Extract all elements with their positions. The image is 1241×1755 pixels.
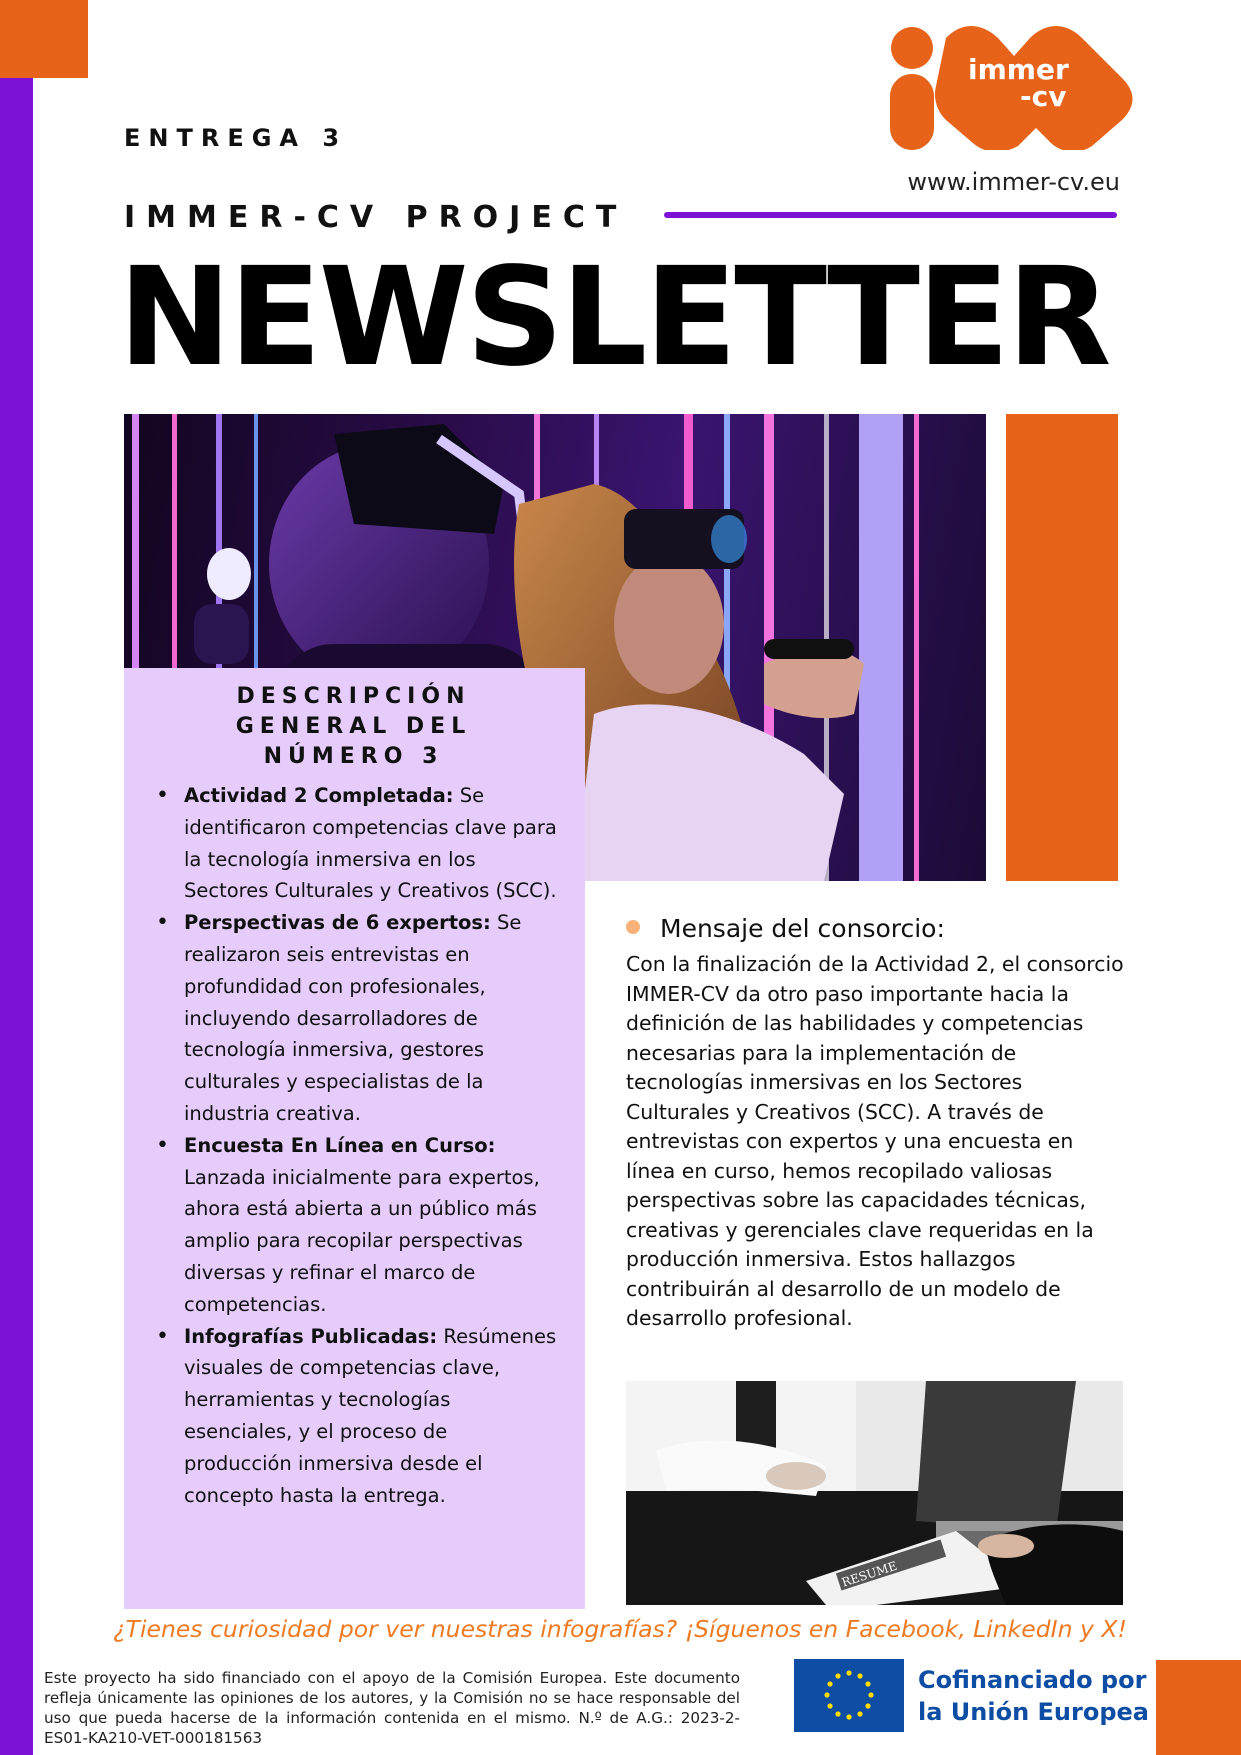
purple-side-bar	[0, 78, 33, 1755]
summary-title-line: GENERAL DEL	[235, 714, 472, 739]
summary-item	[146, 1130, 561, 1321]
interview-scene-illustration	[626, 1381, 1123, 1605]
summary-item-heading: Encuesta En Línea en Curso:	[184, 1133, 496, 1157]
message-body: Con la finalización de la Actividad 2, el consorcio IMMER-CV da otro paso importante hacia la definición de las habilidades y competencias necesarias para la implementación de tecnologías inmersivas en los Sectores Culturales y Creativos (SCC). A través de entrevistas con expertos y una encuesta en línea en curso, hemos recopilado valiosas perspectivas sobre las capacidades técnicas, creativas y gerenciales clave requeridas en la producción inmersiva. Estos hallazgos contribuirán al desarrollo de un modelo de desarrollo profesional.	[626, 952, 1124, 1330]
summary-item	[146, 907, 561, 1130]
summary-item-heading: Infografías Publicadas:	[184, 1324, 438, 1348]
summary-list	[146, 780, 561, 1511]
social-call-to-action[interactable]: ¿Tienes curiosidad por ver nuestras infografías? ¡Síguenos en Facebook, LinkedIn y X!	[113, 1615, 1127, 1643]
purple-divider	[664, 212, 1117, 218]
orange-corner-block	[0, 0, 88, 78]
summary-item-text: Resúmenes visuales de competencias clave, herramientas y tecnologías esenciales, y el proceso de producción inmersiva desde el concepto hasta la entrega.	[184, 1324, 557, 1507]
eu-cofunded-label	[918, 1664, 1149, 1728]
summary-item-heading: Perspectivas de 6 expertos:	[184, 911, 491, 935]
orange-accent-column	[1006, 414, 1118, 881]
eu-stars-icon	[794, 1659, 904, 1732]
summary-item-heading: Actividad 2 Completada:	[184, 784, 454, 807]
resume-label: RESUME	[840, 1558, 899, 1590]
summary-item-text: Se identificaron competencias clave para la tecnología inmersiva en los Sectores Culturales y Creativos (SCC).	[184, 784, 557, 903]
summary-item-text: Lanzada inicialmente para expertos, ahora está abierta a un público más amplio para recopilar perspectivas diversas y refinar el marco de competencias.	[184, 1165, 540, 1316]
summary-title-line: NÚMERO 3	[263, 744, 444, 769]
logo-line-1: immer	[968, 53, 1069, 86]
summary-item	[146, 1321, 561, 1512]
immer-cv-logo[interactable]	[886, 22, 1134, 150]
issue-label: ENTREGA 3	[124, 124, 348, 152]
orange-corner-block-bottom	[1156, 1660, 1241, 1755]
eu-flag-icon	[794, 1659, 904, 1732]
issue-summary-box	[124, 668, 585, 1609]
newsletter-title: NEWSLETTER	[118, 239, 1109, 397]
funding-disclaimer: Este proyecto ha sido financiado con el apoyo de la Comisión Europea. Este documento refleja únicamente las opiniones de los autores, y la Comisión no se hace responsable del uso que pueda hacerse de la información contenida en el mismo. N.º de A.G.: 2023-2-ES01-KA210-VET-000181563	[44, 1669, 740, 1747]
interview-photo	[626, 1381, 1123, 1605]
eu-label-line-2: la Unión Europea	[918, 1698, 1149, 1726]
message-heading	[626, 914, 1126, 943]
project-label: IMMER-CV PROJECT	[124, 200, 628, 235]
summary-item	[146, 780, 561, 907]
summary-title-line: DESCRIPCIÓN	[236, 684, 471, 709]
website-link[interactable]: www.immer-cv.eu	[907, 168, 1120, 196]
logo-line-2: -cv	[1020, 80, 1067, 113]
summary-item-text: Se realizaron seis entrevistas en profundidad con profesionales, incluyendo desarrolladores de tecnología inmersiva, gestores culturales y especialistas de la industria creativa.	[184, 911, 522, 1125]
logo-wordmark	[962, 53, 1132, 113]
summary-title	[146, 682, 561, 772]
eu-label-line-1: Cofinanciado por	[918, 1666, 1147, 1694]
bullet-dot-icon	[626, 920, 640, 934]
message-heading-text: Mensaje del consorcio:	[660, 914, 945, 943]
